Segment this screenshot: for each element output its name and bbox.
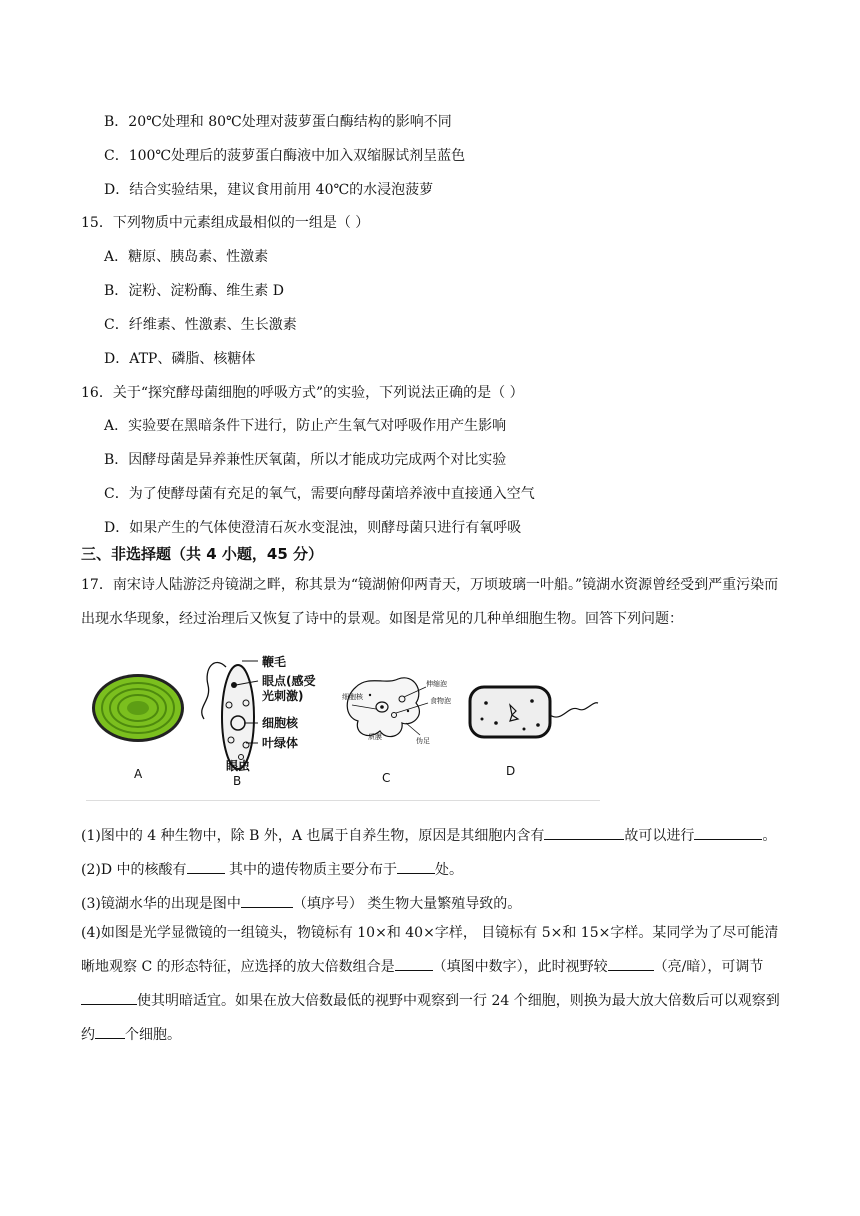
section-3-title: 三、非选择题（共 4 小题，45 分） bbox=[81, 545, 323, 563]
answer-blank[interactable] bbox=[241, 891, 293, 908]
answer-blank[interactable] bbox=[395, 954, 433, 971]
euglena-name-label: 眼虫 bbox=[226, 759, 251, 773]
euglena-chloroplast-label: 叶绿体 bbox=[262, 736, 299, 750]
q14-option-c: C．100℃处理后的菠萝蛋白酶液中加入双缩脲试剂呈蓝色 bbox=[104, 148, 466, 164]
figure-label-a: A bbox=[134, 767, 143, 781]
q17-intro: 17．南宋诗人陆游泛舟镜湖之畔，称其景为“镜湖俯仰两青天，万顷玻璃一叶船。”镜湖水资源曾经受到严重污染而出现水华现象，经过治理后又恢复了诗中的景观。如图是常见的几种单细胞生物。回答下列问题： bbox=[81, 577, 779, 627]
amoeba-membrane-label: 质膜 bbox=[368, 733, 382, 741]
q17-part-4-text-c: （亮/暗），可调节 bbox=[653, 959, 764, 975]
figure-label-c: C bbox=[382, 771, 391, 785]
q17-part-2-text-b: 其中的遗传物质主要分布于 bbox=[224, 862, 397, 878]
q17-part-1-text-a: (1)图中的 4 种生物中，除 B 外，A 也属于自养生物，原因是其细胞内含有 bbox=[81, 828, 545, 844]
q17-part-3 bbox=[81, 891, 521, 914]
q17-part-1 bbox=[81, 823, 776, 846]
answer-blank[interactable] bbox=[95, 1022, 125, 1039]
organism-d-bacterium bbox=[470, 687, 598, 737]
q17-part-2-text-c: 处。 bbox=[434, 862, 463, 878]
euglena-nucleus-label: 细胞核 bbox=[262, 716, 299, 730]
answer-blank[interactable] bbox=[544, 823, 624, 840]
amoeba-food-vacuole-label: 食物泡 bbox=[430, 697, 451, 705]
q17-part-4-text-a: (4)如图是光学显微镜的一组镜头，物镜标有 10×和 40×字样， 目镜标有 5×和 15×字样。某同学为了尽可能清晰地观察 C 的形态特征，应选择的放大倍数组合是 bbox=[81, 925, 779, 975]
q17-part-3-text-a: (3)镜湖水华的出现是图中 bbox=[81, 896, 241, 912]
q16-option-a: A．实验要在黑暗条件下进行，防止产生氧气对呼吸作用产生影响 bbox=[104, 418, 507, 434]
q16-option-d: D．如果产生的气体使澄清石灰水变混浊，则酵母菌只进行有氧呼吸 bbox=[104, 520, 522, 536]
q15-stem: 15．下列物质中元素组成最相似的一组是（ ） bbox=[81, 215, 370, 231]
organism-a-chlorella bbox=[92, 674, 184, 742]
amoeba-nucleus-label: 细胞核 bbox=[342, 693, 363, 701]
figure-label-d: D bbox=[506, 764, 516, 778]
q14-option-b: B．20℃处理和 80℃处理对菠萝蛋白酶结构的影响不同 bbox=[104, 114, 452, 130]
amoeba-pseudopod-label: 伪足 bbox=[416, 737, 430, 745]
q17-part-2-text-a: (2)D 中的核酸有 bbox=[81, 862, 187, 878]
q17-part-4-text-b: （填图中数字），此时视野较 bbox=[432, 959, 608, 975]
answer-blank[interactable] bbox=[187, 857, 225, 874]
figure-divider bbox=[86, 800, 600, 801]
q15-option-a: A．糖原、胰岛素、性激素 bbox=[104, 249, 269, 265]
euglena-flagellum-label: 鞭毛 bbox=[262, 655, 287, 669]
answer-blank[interactable] bbox=[608, 954, 654, 971]
organism-c-amoeba bbox=[347, 678, 428, 737]
q17-part-3-text-b: （填序号） 类生物大量繁殖导致的。 bbox=[292, 896, 522, 912]
organism-b-euglena bbox=[202, 661, 258, 769]
q16-option-c: C．为了使酵母菌有充足的氧气，需要向酵母菌培养液中直接通入空气 bbox=[104, 486, 535, 502]
euglena-eyespot-label: 眼点(感受 bbox=[262, 674, 316, 688]
euglena-eyespot-label-2: 光刺激) bbox=[262, 689, 304, 703]
q15-option-d: D．ATP、磷脂、核糖体 bbox=[104, 351, 256, 367]
q17-part-4-text-e: 个细胞。 bbox=[125, 1027, 181, 1043]
q15-option-c: C．纤维素、性激素、生长激素 bbox=[104, 317, 297, 333]
q17-part-2 bbox=[81, 857, 463, 880]
q17-part-1-text-c: 。 bbox=[762, 828, 777, 844]
q17-part-4-text-d: 使其明暗适宜。如果在放大倍数最低的视野中观察到一行 24 个细胞，则换为最大放大倍数后可以观察到约 bbox=[81, 993, 780, 1043]
figure-label-b: B bbox=[233, 774, 242, 788]
answer-blank[interactable] bbox=[694, 823, 762, 840]
q17-part-1-text-b: 故可以进行 bbox=[624, 828, 695, 844]
q14-option-d: D．结合实验结果，建议食用前用 40℃的水浸泡菠萝 bbox=[104, 182, 434, 198]
amoeba-contractile-vacuole-label: 伸缩泡 bbox=[426, 680, 447, 688]
q16-stem: 16．关于“探究酵母菌细胞的呼吸方式”的实验，下列说法正确的是（ ） bbox=[81, 385, 524, 401]
q17-part-4 bbox=[81, 916, 781, 1052]
answer-blank[interactable] bbox=[397, 857, 435, 874]
q16-option-b: B．因酵母菌是异养兼性厌氧菌，所以才能成功完成两个对比实验 bbox=[104, 452, 507, 468]
q15-option-b: B．淀粉、淀粉酶、维生素 D bbox=[104, 283, 284, 299]
q17-figure bbox=[86, 645, 606, 805]
answer-blank[interactable] bbox=[81, 988, 137, 1005]
